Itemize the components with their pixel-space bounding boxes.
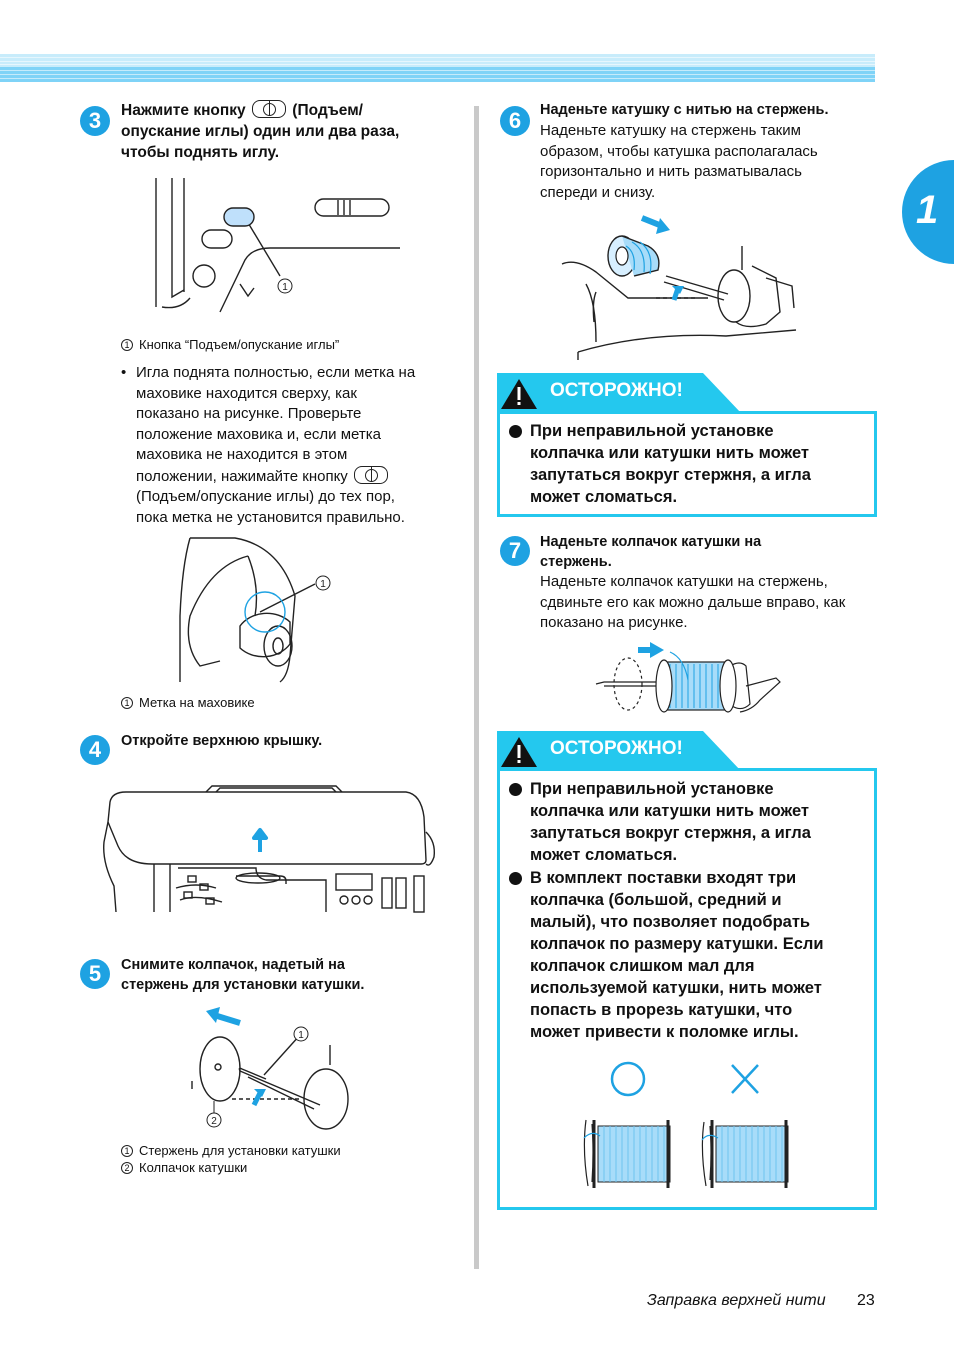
remove-arrow-icon — [206, 1007, 220, 1023]
needle-position-button-icon — [354, 466, 388, 484]
step-3-head-part1: Нажмите кнопку — [121, 102, 246, 119]
open-arrow-icon — [254, 830, 266, 852]
step-5-heading: Снимите колпачок, надетый на стержень для установки катушки. — [121, 957, 365, 993]
fig2-callout-1: 1 — [320, 579, 326, 590]
step-3-head-line3: чтобы поднять иглу. — [121, 144, 280, 161]
put-spool-figure — [556, 212, 801, 360]
handwheel-figure — [160, 536, 340, 684]
put-spool-cap-figure — [590, 640, 785, 720]
spool-arrow-icon — [656, 218, 670, 234]
correct-incorrect-spool-figure — [578, 1060, 798, 1192]
step-5-number: 5 — [80, 959, 110, 989]
top-cover-figure — [96, 782, 441, 914]
warning-1-title: ОСТОРОЖНО! — [550, 380, 683, 401]
warning-1-text: При неправильной установке колпачка или катушки нить может запутаться вокруг стержня, а игла может сломаться. — [530, 422, 811, 506]
bullet-marker: • — [121, 364, 127, 381]
fig3-callout-1: 1 — [298, 1030, 304, 1041]
caption-spool-pin: 1 Стержень для установки катушки — [121, 1142, 341, 1159]
correct-mark-icon — [612, 1063, 644, 1095]
remove-spool-cap-figure — [180, 1005, 360, 1135]
step-3-head-line2: опускание иглы) один или два раза, — [121, 123, 400, 140]
step-6-body: Наденьте катушку на стержень таким образом, чтобы катушка располагалась горизонтально и нить разматывалась спереди и снизу. — [540, 122, 818, 201]
warning-2-text-1: При неправильной установке колпачка или катушки нить может запутаться вокруг стержня, а игла может сломаться. — [530, 780, 811, 864]
caption-handwheel: 1 Метка на маховике — [121, 694, 255, 711]
step-7-number: 7 — [500, 536, 530, 566]
step-3-heading — [121, 100, 466, 163]
machine-buttons-figure — [140, 172, 400, 317]
step-7-heading: Наденьте колпачок катушки на стержень. — [540, 534, 762, 570]
warning-2-bullet-1 — [509, 783, 522, 796]
warning-2-text-2: В комплект поставки входят три колпачка (большой, средний и малый), что позволяет подобрать колпачок по размеру катушки. Если колпачок слишком мал для используемой катушки, нить может попасть в прорезь катушки, что может привести к поломке иглы. — [530, 869, 824, 1041]
fig3-callout-2: 2 — [211, 1116, 217, 1127]
header-bar — [0, 54, 875, 82]
step-4-number: 4 — [80, 735, 110, 765]
footer-section-title: Заправка верхней нити — [647, 1292, 826, 1309]
needle-position-button-icon — [252, 100, 286, 118]
step-4-heading: Откройте верхнюю крышку. — [121, 733, 323, 749]
cap-arrow-icon — [650, 642, 664, 658]
handwheel-mark-highlight — [245, 592, 285, 632]
incorrect-mark-icon — [732, 1065, 758, 1093]
needle-position-note: Игла поднята полностью, если метка на маховике находится сверху, как показано на рисунке. Проверьте положение маховика и, если метка маховика не находится в этом положении, нажимайте кнопку (Подъем/опускание иглы) до тех пор, пока метка не установится правильно. — [136, 364, 416, 526]
page-number: 23 — [857, 1292, 875, 1309]
step-7-body: Наденьте колпачок катушки на стержень, сдвиньте его как можно дальше вправо, как показано на рисунке. — [540, 573, 846, 631]
step-6-heading: Наденьте катушку с нитью на стержень. — [540, 102, 829, 118]
warning-2-title: ОСТОРОЖНО! — [550, 738, 683, 759]
chapter-tab: 1 — [902, 160, 954, 264]
caption-spool-cap: 2 Колпачок катушки — [121, 1159, 247, 1176]
warning-2-bullet-2 — [509, 872, 522, 885]
step-3-head-part2: (Подъем/ — [292, 102, 363, 119]
step-3-number: 3 — [80, 106, 110, 136]
caption-needle-button: 1 Кнопка “Подъем/опускание иглы” — [121, 336, 339, 353]
fig-callout-1: 1 — [282, 282, 288, 293]
column-divider — [474, 106, 479, 1269]
step-6-number: 6 — [500, 106, 530, 136]
needle-position-button-highlight — [224, 208, 254, 226]
warning-1-bullet — [509, 425, 522, 438]
